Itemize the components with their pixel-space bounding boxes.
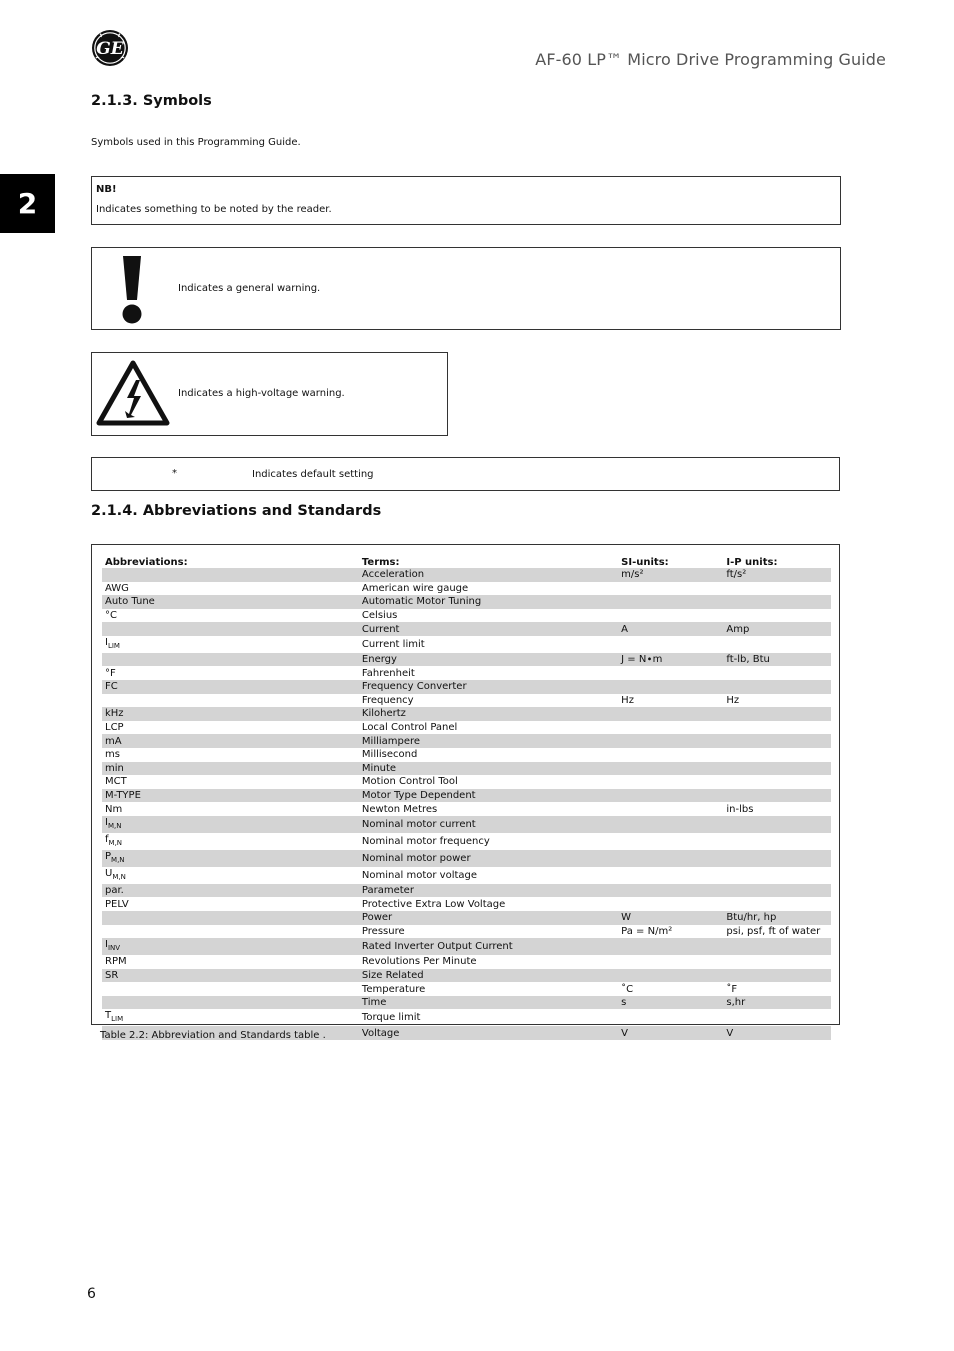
- abbreviation-cell: [102, 789, 359, 803]
- column-header-terms: Terms:: [361, 557, 400, 568]
- table-row: [102, 867, 831, 884]
- ge-monogram-icon: [91, 29, 129, 67]
- abbreviation-text: FC: [105, 681, 118, 693]
- term-cell: Rated Inverter Output Current: [359, 938, 618, 955]
- abbreviation-cell: [102, 938, 359, 955]
- abbreviation-subscript: INV: [107, 944, 121, 953]
- abbreviation-text: M-TYPE: [105, 789, 141, 801]
- ip-unit-cell: [723, 850, 831, 867]
- high-voltage-warning-box: [91, 352, 448, 436]
- table-header-row: [102, 554, 831, 568]
- si-unit-cell: [618, 833, 723, 850]
- ip-unit-cell: [723, 955, 831, 969]
- column-header-abbreviations: Abbreviations:: [105, 557, 188, 568]
- abbreviation-cell: [102, 955, 359, 969]
- si-unit-cell: ˚C: [621, 983, 634, 995]
- abbreviation-cell: [102, 833, 359, 850]
- table-row: [102, 897, 831, 911]
- abbreviation-text: Auto Tune: [105, 596, 155, 608]
- si-unit-cell: [618, 789, 723, 803]
- si-unit-cell: [618, 748, 723, 762]
- term-cell: Nominal motor current: [359, 816, 618, 833]
- abbreviation-text: Nm: [105, 803, 123, 815]
- abbreviation-text: mA: [105, 735, 122, 747]
- abbreviation-text: ms: [105, 749, 120, 761]
- abbreviation-cell: [102, 595, 359, 609]
- term-cell: Fahrenheit: [361, 667, 415, 679]
- abbreviation-cell: [102, 996, 359, 1010]
- si-unit-cell: V: [618, 1026, 723, 1040]
- term-cell: Voltage: [359, 1026, 618, 1040]
- table-row: [102, 653, 831, 667]
- abbreviation-text: f: [105, 833, 109, 845]
- term-cell: Power: [359, 911, 618, 925]
- table-row: [102, 969, 831, 983]
- general-warning-box: [91, 247, 841, 330]
- si-unit-cell: [618, 775, 723, 789]
- default-setting-text: Indicates default setting: [252, 469, 374, 480]
- term-cell: Millisecond: [361, 749, 418, 761]
- default-setting-box: [91, 457, 840, 491]
- page-number: 6: [87, 1286, 96, 1302]
- abbreviation-cell: [102, 748, 359, 762]
- table-row: [102, 748, 831, 762]
- table-row: [102, 802, 831, 816]
- table-row: [102, 707, 831, 721]
- ge-logo-icon: [91, 29, 129, 67]
- table-row: [102, 884, 831, 898]
- abbreviation-text: °F: [105, 667, 116, 679]
- table-row: [102, 734, 831, 748]
- term-cell: Temperature: [361, 983, 426, 995]
- abbreviation-subscript: M,N: [107, 821, 122, 830]
- ip-unit-cell: ft/s²: [723, 568, 831, 582]
- abbreviation-text: I: [105, 816, 108, 828]
- abbreviation-cell: [102, 636, 359, 653]
- ip-unit-cell: ˚F: [726, 983, 738, 995]
- abbreviation-cell: [102, 982, 359, 996]
- abbreviation-cell: [102, 969, 359, 983]
- abbreviation-subscript: LIM: [111, 1015, 124, 1024]
- table-row: [102, 938, 831, 955]
- ip-unit-cell: [723, 636, 831, 653]
- chapter-tab: 2: [0, 174, 55, 233]
- abbreviations-heading: 2.1.4. Abbreviations and Standards: [91, 503, 382, 519]
- ip-unit-cell: [723, 884, 831, 898]
- term-cell: Nominal motor voltage: [361, 869, 478, 881]
- abbreviation-text: par.: [105, 885, 124, 897]
- table-row: [102, 582, 831, 596]
- ip-unit-cell: [723, 666, 831, 680]
- term-cell: Parameter: [359, 884, 618, 898]
- ip-unit-cell: [723, 1009, 831, 1026]
- abbreviation-cell: [102, 568, 359, 582]
- abbreviation-cell: [102, 911, 359, 925]
- si-unit-cell: [618, 969, 723, 983]
- term-cell: Current: [359, 622, 618, 636]
- abbreviation-subscript: M,N: [112, 872, 126, 881]
- table-row: [102, 636, 831, 653]
- note-title: NB!: [96, 184, 117, 195]
- table-row: [102, 762, 831, 776]
- table-row: [102, 680, 831, 694]
- si-unit-cell: m/s²: [618, 568, 723, 582]
- ip-unit-cell: [723, 897, 831, 911]
- abbreviation-cell: [102, 721, 359, 735]
- term-cell: Motor Type Dependent: [359, 789, 618, 803]
- table-row: [102, 850, 831, 867]
- abbreviation-cell: [102, 897, 359, 911]
- table-row: [102, 789, 831, 803]
- si-unit-cell: J = N∙m: [618, 653, 723, 667]
- si-unit-cell: [618, 721, 723, 735]
- si-unit-cell: Hz: [621, 694, 634, 706]
- ip-unit-cell: [723, 789, 831, 803]
- abbreviation-text: U: [105, 867, 113, 879]
- term-cell: Celsius: [361, 610, 398, 622]
- si-unit-cell: [618, 707, 723, 721]
- abbreviation-text: P: [105, 850, 112, 862]
- abbreviation-text: I: [105, 636, 108, 648]
- si-unit-cell: [618, 636, 723, 653]
- si-unit-cell: [618, 802, 723, 816]
- abbreviation-subscript: LIM: [107, 641, 120, 650]
- abbreviation-cell: [102, 850, 359, 867]
- table-row: [102, 816, 831, 833]
- table-caption: Table 2.2: Abbreviation and Standards table .: [100, 1030, 326, 1041]
- si-unit-cell: W: [618, 911, 723, 925]
- abbreviation-subscript: M,N: [108, 838, 123, 847]
- abbreviations-table-body: [102, 568, 831, 1040]
- term-cell: Newton Metres: [361, 803, 438, 815]
- abbreviation-text: T: [105, 1010, 112, 1022]
- si-unit-cell: A: [618, 622, 723, 636]
- term-cell: Time: [359, 996, 618, 1010]
- term-cell: Pressure: [361, 925, 405, 937]
- si-unit-cell: [618, 595, 723, 609]
- ip-unit-cell: V: [723, 1026, 831, 1040]
- term-cell: Revolutions Per Minute: [361, 956, 477, 968]
- si-unit-cell: [618, 666, 723, 680]
- si-unit-cell: [618, 609, 723, 623]
- abbreviation-cell: [102, 1009, 359, 1026]
- term-cell: Acceleration: [359, 568, 618, 582]
- ip-unit-cell: [723, 721, 831, 735]
- si-unit-cell: [618, 867, 723, 884]
- si-unit-cell: [618, 680, 723, 694]
- ip-unit-cell: [723, 748, 831, 762]
- abbreviation-cell: [102, 802, 359, 816]
- column-header-ip-units: I-P units:: [726, 557, 778, 568]
- abbreviation-cell: [102, 816, 359, 833]
- abbreviation-text: LCP: [105, 722, 124, 734]
- ip-unit-cell: [723, 969, 831, 983]
- ip-unit-cell: [723, 595, 831, 609]
- table-row: [102, 595, 831, 609]
- si-unit-cell: [618, 850, 723, 867]
- term-cell: Nominal motor power: [359, 850, 618, 867]
- default-star-symbol: *: [172, 468, 177, 479]
- term-cell: Size Related: [359, 969, 618, 983]
- term-cell: Current limit: [361, 638, 425, 650]
- term-cell: Motion Control Tool: [361, 776, 458, 788]
- si-unit-cell: [618, 884, 723, 898]
- term-cell: American wire gauge: [361, 582, 469, 594]
- document-title: AF-60 LP™ Micro Drive Programming Guide: [535, 50, 886, 69]
- symbols-intro: Symbols used in this Programming Guide.: [91, 137, 301, 148]
- term-cell: Frequency: [361, 694, 414, 706]
- ip-unit-cell: [723, 582, 831, 596]
- ip-unit-cell: Hz: [726, 694, 740, 706]
- abbreviation-subscript: M,N: [111, 855, 125, 864]
- term-cell: Minute: [359, 762, 618, 776]
- table-row: [102, 955, 831, 969]
- abbreviation-text: min: [105, 762, 124, 774]
- abbreviation-cell: [102, 925, 359, 939]
- abbreviation-text: PELV: [105, 898, 129, 910]
- ip-unit-cell: Amp: [723, 622, 831, 636]
- abbreviation-cell: [102, 582, 359, 596]
- exclamation-warning-icon: [119, 254, 145, 324]
- table-row: [102, 609, 831, 623]
- table-row: [102, 721, 831, 735]
- si-unit-cell: Pa = N/m²: [621, 925, 673, 937]
- si-unit-cell: [618, 816, 723, 833]
- si-unit-cell: [618, 582, 723, 596]
- abbreviation-cell: [102, 622, 359, 636]
- abbreviation-text: °C: [105, 610, 117, 622]
- abbreviation-text: I: [105, 939, 108, 951]
- table-row: [102, 911, 831, 925]
- ip-unit-cell: psi, psf, ft of water: [726, 925, 821, 937]
- ip-unit-cell: [723, 707, 831, 721]
- abbreviation-cell: [102, 694, 359, 708]
- abbreviation-text: AWG: [105, 582, 129, 594]
- note-text: Indicates something to be noted by the reader.: [96, 204, 332, 215]
- ip-unit-cell: [723, 609, 831, 623]
- abbreviation-cell: [102, 734, 359, 748]
- svg-text:GE: GE: [96, 39, 124, 59]
- ip-unit-cell: ft-lb, Btu: [723, 653, 831, 667]
- high-voltage-warning-text: Indicates a high-voltage warning.: [178, 388, 345, 399]
- abbreviation-cell: [102, 653, 359, 667]
- ip-unit-cell: [723, 816, 831, 833]
- term-cell: Local Control Panel: [361, 722, 458, 734]
- ip-unit-cell: [723, 867, 831, 884]
- symbols-heading: 2.1.3. Symbols: [91, 93, 212, 109]
- table-row: [102, 666, 831, 680]
- abbreviation-cell: [102, 762, 359, 776]
- si-unit-cell: [618, 938, 723, 955]
- ip-unit-cell: [723, 833, 831, 850]
- term-cell: Torque limit: [361, 1012, 421, 1024]
- ip-unit-cell: [723, 762, 831, 776]
- table-row: [102, 833, 831, 850]
- abbreviation-cell: [102, 680, 359, 694]
- si-unit-cell: [618, 897, 723, 911]
- abbreviation-cell: [102, 666, 359, 680]
- term-cell: Energy: [359, 653, 618, 667]
- term-cell: Automatic Motor Tuning: [359, 595, 618, 609]
- term-cell: Kilohertz: [359, 707, 618, 721]
- ip-unit-cell: [723, 775, 831, 789]
- abbreviation-cell: [102, 884, 359, 898]
- si-unit-cell: [618, 955, 723, 969]
- si-unit-cell: [618, 1009, 723, 1026]
- abbreviation-cell: [102, 867, 359, 884]
- table-row: [102, 925, 831, 939]
- ip-unit-cell: [723, 938, 831, 955]
- abbreviation-text: SR: [105, 970, 119, 981]
- table-row: [102, 1009, 831, 1026]
- si-unit-cell: [618, 734, 723, 748]
- note-box: [91, 176, 841, 225]
- table-row: [102, 775, 831, 789]
- general-warning-text: Indicates a general warning.: [178, 283, 321, 294]
- table-row: [102, 996, 831, 1010]
- si-unit-cell: [618, 762, 723, 776]
- ip-unit-cell: [723, 734, 831, 748]
- term-cell: Nominal motor frequency: [361, 835, 490, 847]
- abbreviation-text: MCT: [105, 776, 127, 788]
- abbreviation-cell: [102, 775, 359, 789]
- table-row: [102, 568, 831, 582]
- ip-unit-cell: in-lbs: [726, 803, 754, 815]
- ip-unit-cell: [723, 680, 831, 694]
- si-unit-cell: s: [618, 996, 723, 1010]
- high-voltage-icon: [96, 360, 170, 426]
- abbreviation-text: kHz: [105, 708, 124, 720]
- abbreviations-table: [102, 554, 831, 1040]
- table-row: [102, 982, 831, 996]
- abbreviation-cell: [102, 707, 359, 721]
- term-cell: Milliampere: [359, 734, 618, 748]
- table-row: [102, 694, 831, 708]
- term-cell: Protective Extra Low Voltage: [361, 898, 506, 910]
- ip-unit-cell: s,hr: [723, 996, 831, 1010]
- column-header-si-units: SI-units:: [621, 557, 669, 568]
- table-row: [102, 622, 831, 636]
- abbreviation-cell: [102, 609, 359, 623]
- term-cell: Frequency Converter: [359, 680, 618, 694]
- ip-unit-cell: Btu/hr, hp: [723, 911, 831, 925]
- abbreviation-text: RPM: [105, 956, 127, 968]
